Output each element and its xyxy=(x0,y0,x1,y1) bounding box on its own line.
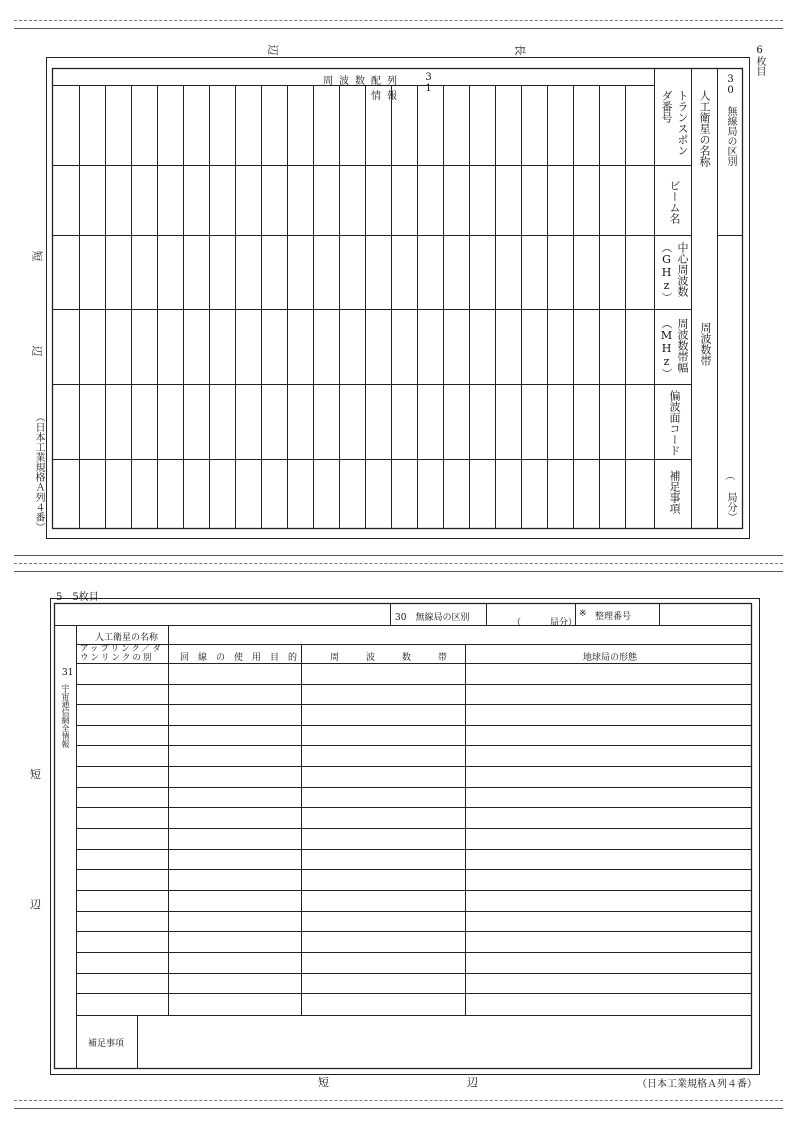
freq-band-label: 周波数帯 xyxy=(699,322,712,366)
col-uplink-downlink: アップリンク／ダウンリンクの別 xyxy=(80,644,163,663)
sheet-6-label: 6枚目 xyxy=(754,45,765,76)
col-earth-station-type: 地球局の形態 xyxy=(583,653,638,663)
section-30-label: 30 無線局の区別 xyxy=(395,613,470,623)
edge-label-left: 短 xyxy=(30,768,41,781)
mgmt-mark: ※ xyxy=(579,609,587,619)
sheet-5-label: 5 5枚目 xyxy=(56,592,99,603)
edge-label-left: 短 xyxy=(30,250,44,262)
section-30-paren-close: 局分） xyxy=(725,492,736,522)
edge-note-left: （日本工業規格Ａ列４番） xyxy=(33,412,44,532)
mgmt-number-label: 整理番号 xyxy=(595,612,632,622)
section-30-paren-open: （ xyxy=(723,470,735,481)
edge-label-bottom: 短 xyxy=(318,1076,329,1089)
section-30-paren-close: 局分） xyxy=(550,618,578,628)
section-30-label: 30 無線局の区別 xyxy=(725,74,736,166)
section-31-title: 宇宙通信網全情報 xyxy=(61,684,70,748)
col-polarization: 偏波面コード xyxy=(668,390,681,456)
edge-label-top: 辺 xyxy=(266,44,280,56)
edge-label-left: 辺 xyxy=(30,345,44,357)
satellite-name-label: 人工衛星の名称 xyxy=(698,90,711,167)
satellite-name-label: 人工衛星の名称 xyxy=(95,633,159,643)
section-31-title: 周波数配列情報 xyxy=(323,76,403,102)
edge-label-top: 長 xyxy=(513,44,527,56)
col-beam: ビーム名 xyxy=(668,180,681,224)
col-transponder: トランスポンダ番号 xyxy=(660,90,689,156)
section-31-number: 31 xyxy=(423,72,434,94)
edge-label-bottom: 辺 xyxy=(467,1076,478,1089)
remarks-label: 補足事項 xyxy=(88,1039,125,1049)
cut-line-dashed xyxy=(14,1100,783,1101)
section-31-number: 31 xyxy=(62,668,74,678)
edge-note-bottom: （日本工業規格Ａ列４番） xyxy=(637,1079,757,1090)
section-30-paren-open: （ xyxy=(512,618,522,628)
col-frequency-band: 周 波 数 帯 xyxy=(330,653,448,663)
edge-label-left: 辺 xyxy=(30,898,41,911)
cut-line xyxy=(14,1108,783,1109)
col-bandwidth: 周波数帯幅（MHz） xyxy=(660,318,689,379)
col-center-freq: 中心周波数（GHz） xyxy=(660,242,689,303)
col-remarks: 補足事項 xyxy=(668,470,681,514)
col-line-purpose: 回 線 の 使 用 目 的 xyxy=(180,653,298,663)
